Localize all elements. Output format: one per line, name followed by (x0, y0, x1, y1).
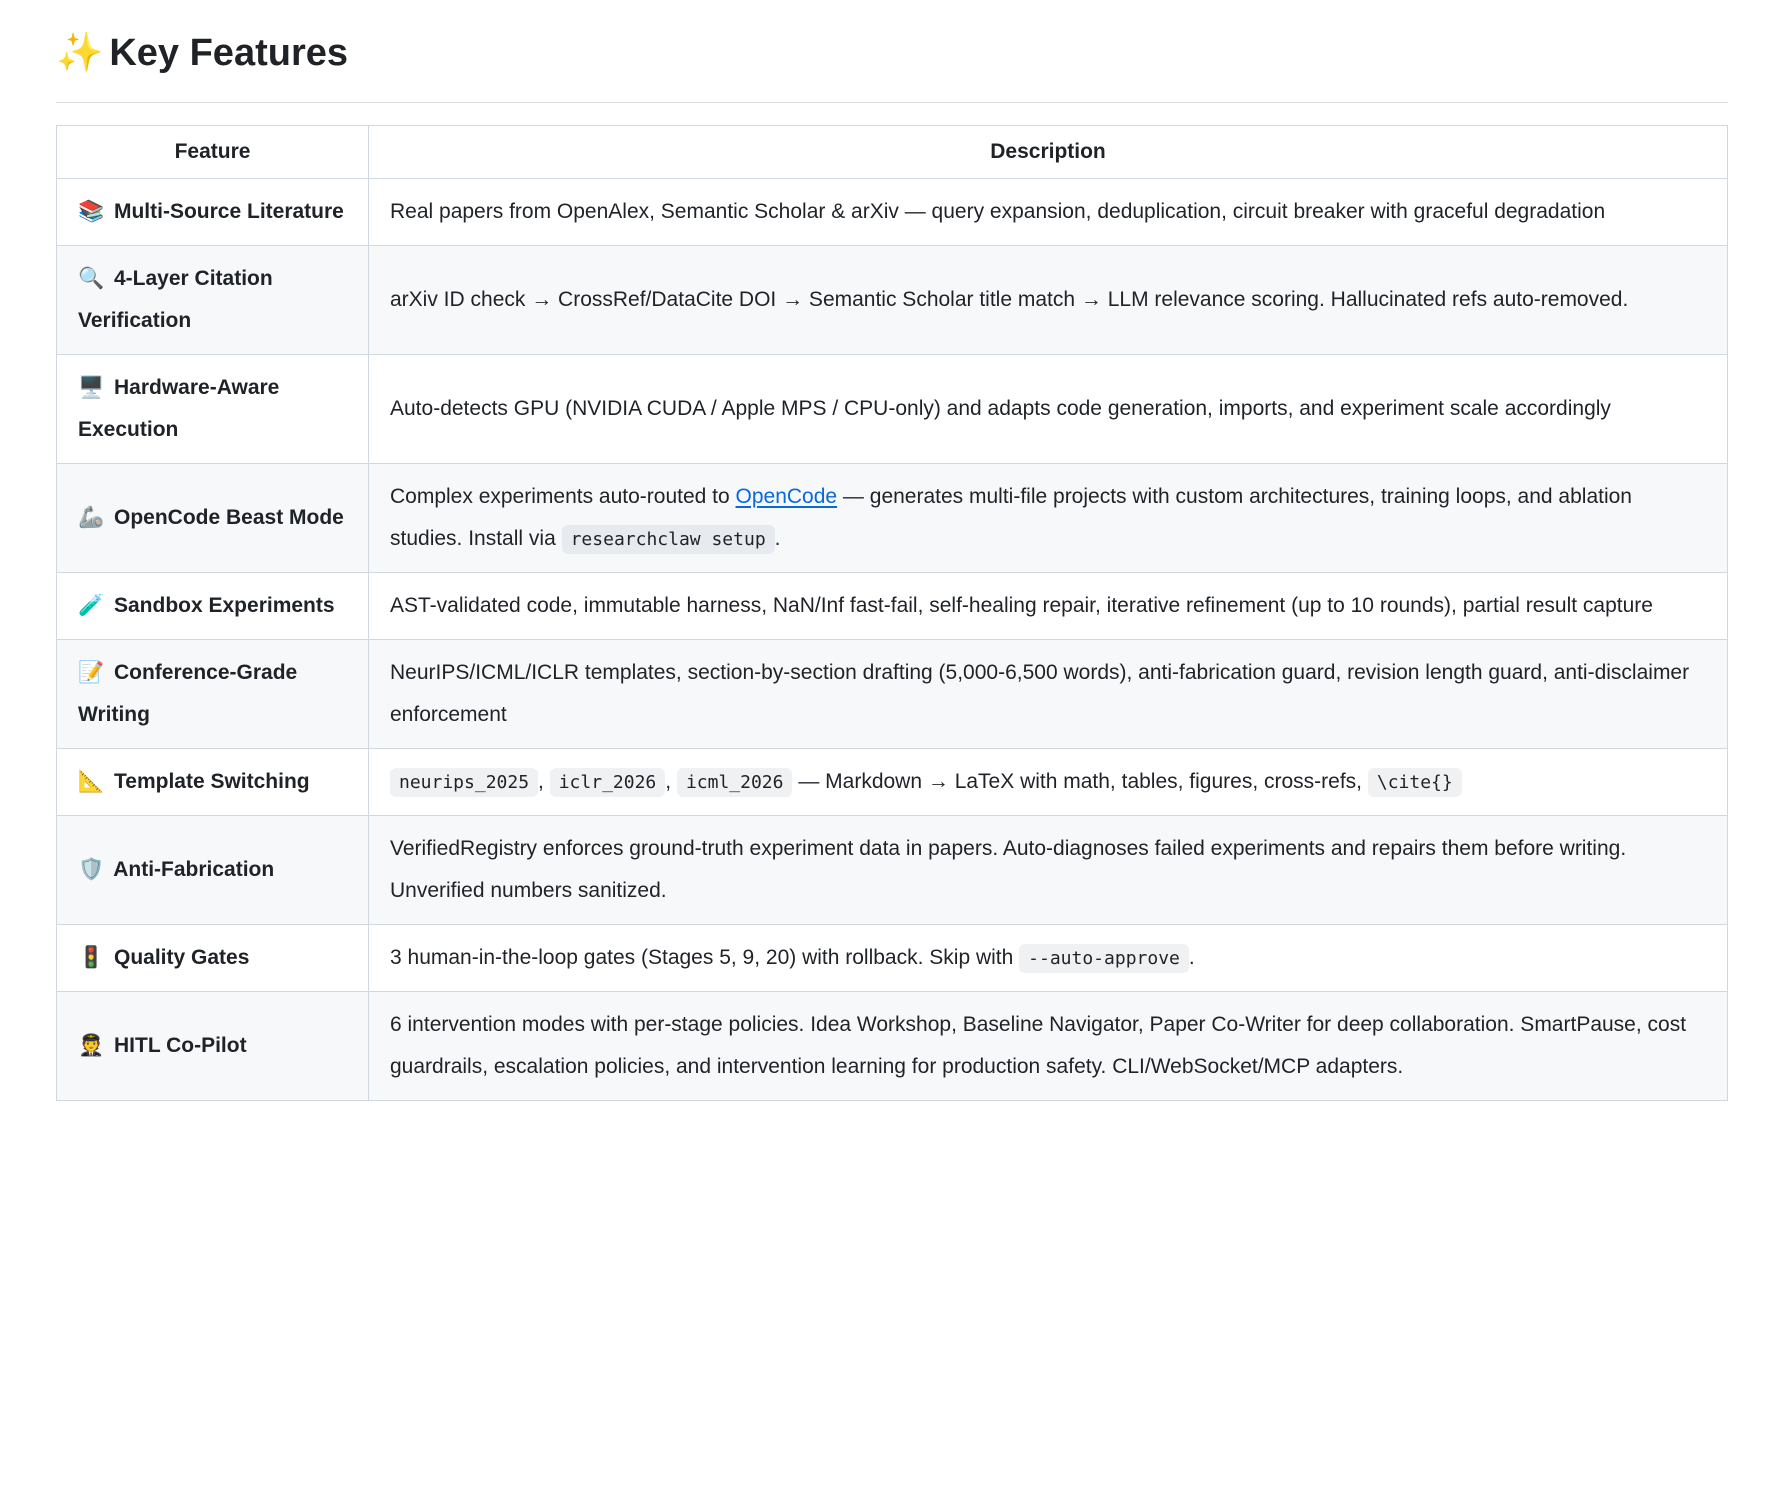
description-cell (369, 572, 1728, 639)
table-row (57, 748, 1728, 815)
feature-cell (57, 815, 369, 924)
description-text: 6 intervention modes with per-stage policies. Idea Workshop, Baseline Navigator, Paper Co-Writer for deep collaboration. SmartPause, cost guardrails, escalation policies, and intervention learning for production safety. CLI/WebSocket/MCP adapters. (390, 1012, 1687, 1078)
feature-label: OpenCode Beast Mode (108, 505, 344, 529)
description-text: . (774, 526, 781, 550)
description-text: — generates multi-file projects with custom architectures, training loops, and ablation studies. Install via (390, 484, 1632, 550)
opencode-link[interactable]: OpenCode (735, 484, 838, 508)
description-cell (369, 354, 1728, 463)
feature-label: Multi-Source Literature (108, 199, 344, 223)
column-header-feature: Feature (57, 125, 369, 178)
description-cell (369, 991, 1728, 1100)
feature-label: Quality Gates (108, 945, 250, 969)
desktop-computer-icon: 🖥️ (78, 375, 105, 399)
description-cell (369, 639, 1728, 748)
feature-cell (57, 991, 369, 1100)
feature-label: Anti-Fabrication (108, 857, 275, 881)
page-title-text: Key Features (109, 32, 348, 74)
description-text: Complex experiments auto-routed to (390, 484, 736, 508)
mechanical-arm-icon: 🦾 (78, 505, 105, 529)
code-span: \cite{} (1368, 768, 1462, 797)
description-cell (369, 815, 1728, 924)
feature-cell (57, 639, 369, 748)
description-text: VerifiedRegistry enforces ground-truth experiment data in papers. Auto-diagnoses failed experiments and repairs them before writing. Unverified numbers sanitized. (390, 836, 1627, 902)
magnifying-glass-icon: 🔍 (78, 266, 105, 290)
description-text: Real papers from OpenAlex, Semantic Scholar & arXiv — query expansion, deduplication, circuit breaker with graceful degradation (390, 199, 1606, 223)
feature-cell (57, 748, 369, 815)
description-text: , (538, 769, 550, 793)
traffic-light-icon: 🚦 (78, 945, 105, 969)
code-span: icml_2026 (677, 768, 793, 797)
feature-cell (57, 354, 369, 463)
header-row (57, 125, 1728, 178)
description-text: — Markdown → LaTeX with math, tables, figures, cross-refs, (792, 769, 1368, 793)
feature-cell (57, 463, 369, 572)
memo-icon: 📝 (78, 660, 105, 684)
feature-label: Sandbox Experiments (108, 593, 335, 617)
feature-label: HITL Co-Pilot (108, 1033, 247, 1057)
table-row (57, 991, 1728, 1100)
table-row (57, 572, 1728, 639)
triangular-ruler-icon: 📐 (78, 769, 105, 793)
description-cell (369, 178, 1728, 245)
description-text: NeurIPS/ICML/ICLR templates, section-by-section drafting (5,000-6,500 words), anti-fabrication guard, revision length guard, anti-disclaimer enforcement (390, 660, 1690, 726)
table-row (57, 245, 1728, 354)
sparkles-icon: ✨ (56, 32, 104, 74)
feature-label: Template Switching (108, 769, 310, 793)
feature-label: Hardware-Aware Execution (78, 375, 280, 441)
feature-cell (57, 178, 369, 245)
code-span: neurips_2025 (390, 768, 538, 797)
description-text: 3 human-in-the-loop gates (Stages 5, 9, 20) with rollback. Skip with (390, 945, 1020, 969)
table-row (57, 815, 1728, 924)
table-row (57, 639, 1728, 748)
description-cell (369, 924, 1728, 991)
code-span: iclr_2026 (550, 768, 666, 797)
description-text: arXiv ID check → CrossRef/DataCite DOI → Semantic Scholar title match → LLM relevance scoring. Hallucinated refs auto-removed. (390, 287, 1629, 311)
description-cell (369, 748, 1728, 815)
feature-label: Conference-Grade Writing (78, 660, 298, 726)
feature-cell (57, 245, 369, 354)
table-row (57, 354, 1728, 463)
description-text: , (665, 769, 677, 793)
key-features-table (56, 125, 1728, 1101)
description-text: . (1188, 945, 1195, 969)
description-text: Auto-detects GPU (NVIDIA CUDA / Apple MPS / CPU-only) and adapts code generation, imports, and experiment scale accordingly (390, 396, 1611, 420)
feature-cell (57, 924, 369, 991)
books-icon: 📚 (78, 199, 105, 223)
code-span: researchclaw setup (562, 525, 775, 554)
page-title (56, 30, 1728, 103)
description-cell (369, 245, 1728, 354)
description-text: AST-validated code, immutable harness, NaN/Inf fast-fail, self-healing repair, iterative refinement (up to 10 rounds), partial result capture (390, 593, 1653, 617)
description-cell (369, 463, 1728, 572)
column-header-description: Description (369, 125, 1728, 178)
feature-label: 4-Layer Citation Verification (78, 266, 273, 332)
pilot-icon: 🧑‍✈️ (78, 1033, 105, 1057)
feature-cell (57, 572, 369, 639)
table-header (57, 125, 1728, 178)
shield-icon: 🛡️ (78, 857, 105, 881)
table-row (57, 463, 1728, 572)
table-row (57, 178, 1728, 245)
table-row (57, 924, 1728, 991)
code-span: --auto-approve (1019, 944, 1189, 973)
features-table-body (57, 178, 1728, 1100)
test-tube-icon: 🧪 (78, 593, 105, 617)
